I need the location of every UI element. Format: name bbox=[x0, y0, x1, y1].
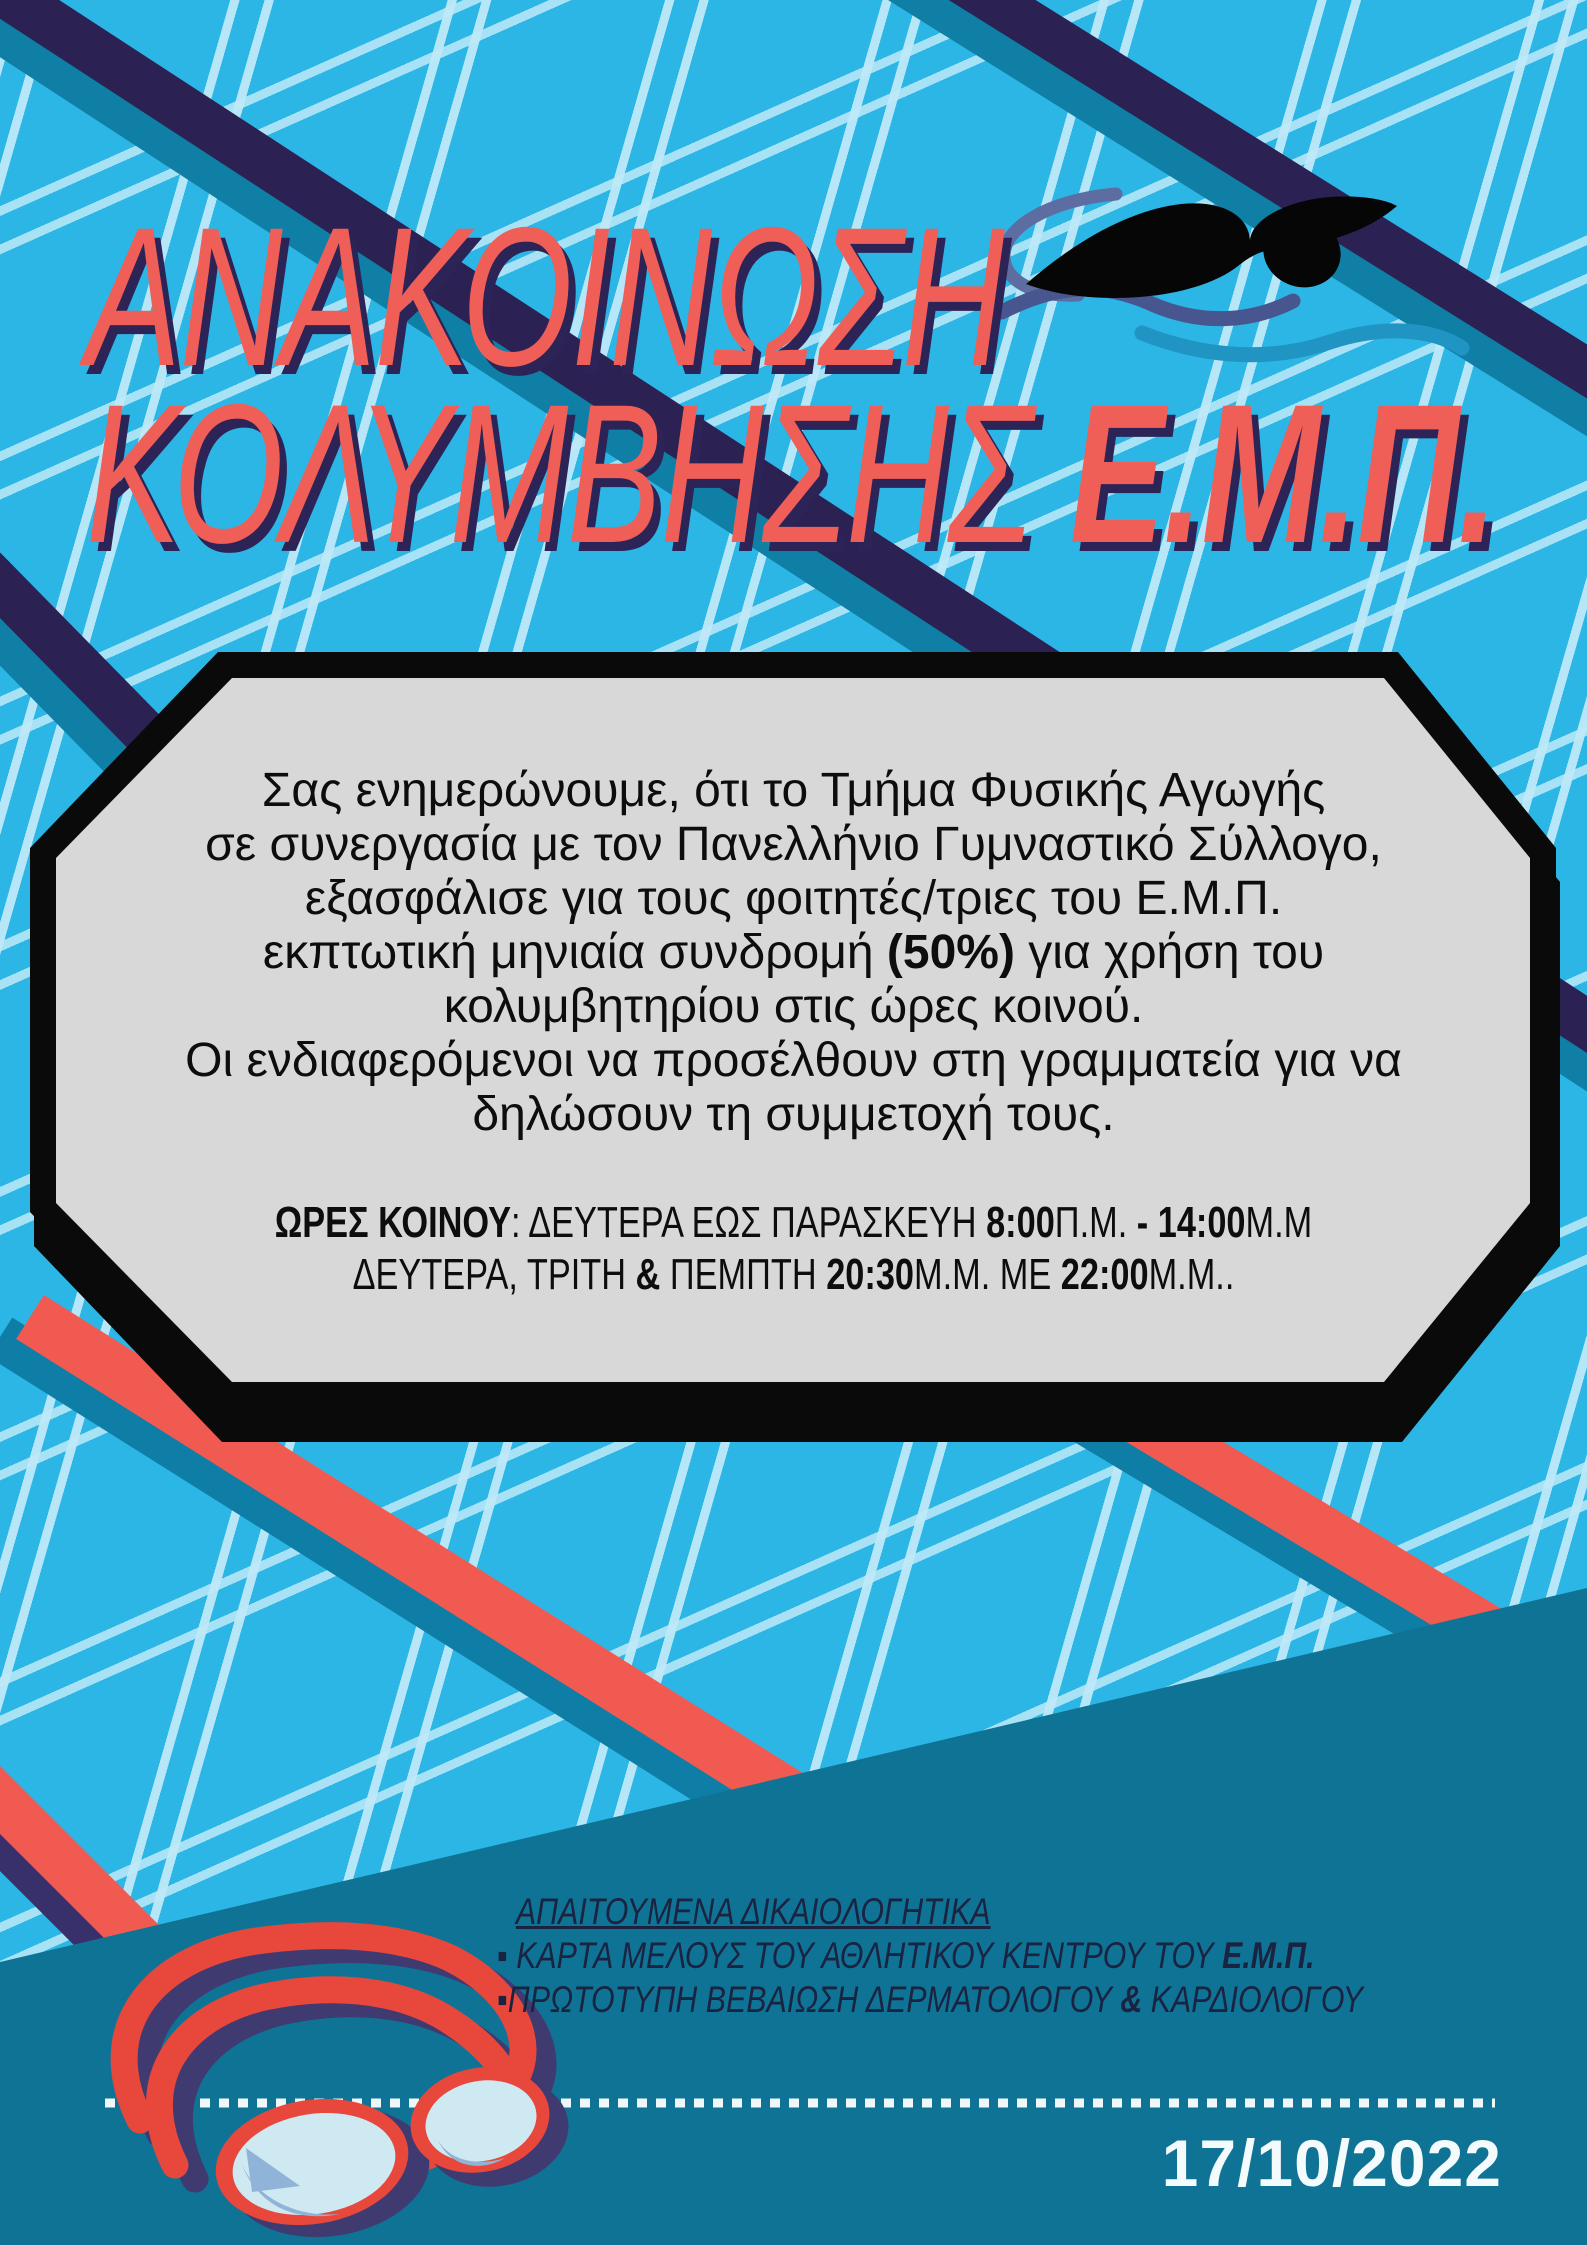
required-documents-heading: ΑΠΑΙΤΟΥΜΕΝΑ ΔΙΚΑΙΟΛΟΓΗΤΙΚΑ bbox=[515, 1891, 991, 1932]
public-hours: ΩΡΕΣ ΚΟΙΝΟΥ: ΔΕΥΤΕΡΑ ΕΩΣ ΠΑΡΑΣΚΕΥΗ 8:00Π.Μ. - 14:00Μ.Μ ΔΕΥΤΕΡΑ, ΤΡΙΤΗ & ΠΕΜΠΤΗ 20:30Μ.Μ. ΜΕ 22:00Μ.Μ.. bbox=[274, 1198, 1313, 1299]
required-documents-item-2: ▪ΠΡΩΤΟΤΥΠΗ ΒΕΒΑΙΩΣΗ ΔΕΡΜΑΤΟΛΟΓΟΥ & ΚΑΡΔΙΟΛΟΓΟΥ bbox=[497, 1979, 1364, 2020]
poster-date: 17/10/2022 bbox=[1161, 2126, 1502, 2200]
required-documents-item-1: ▪ ΚΑΡΤΑ ΜΕΛΟΥΣ ΤΟΥ ΑΘΛΗΤΙΚΟΥ ΚΕΝΤΡΟΥ ΤΟΥ Ε.Μ.Π. bbox=[497, 1935, 1315, 1976]
title-line-1: ΑΝΑΚΟΙΝΩΣΗ bbox=[86, 186, 1004, 407]
notice-text bbox=[57, 679, 1530, 1382]
poster-title bbox=[86, 186, 1497, 584]
required-documents bbox=[497, 1890, 1363, 2022]
title-line-2: ΚΟΛΥΜΒΗΣΗΣ Ε.Μ.Π. bbox=[86, 363, 1497, 584]
notice-paragraph: Σας ενημερώνουμε, ότι το Τμήμα Φυσικής Αγωγής σε συνεργασία με τον Πανελλήνιο Γυμναστικό Σύλλογο, εξασφάλισε για τους φοιτητές/τριες του Ε.Μ.Π. εκπτωτική μηνιαία συνδρομή (50%) για χρήση του κολυμβητηρίου στις ώρες κοινού. Οι ενδιαφερόμενοι να προσέλθουν στη γραμματεία για να δηλώσουν τη συμμετοχή τους. bbox=[185, 764, 1402, 1141]
